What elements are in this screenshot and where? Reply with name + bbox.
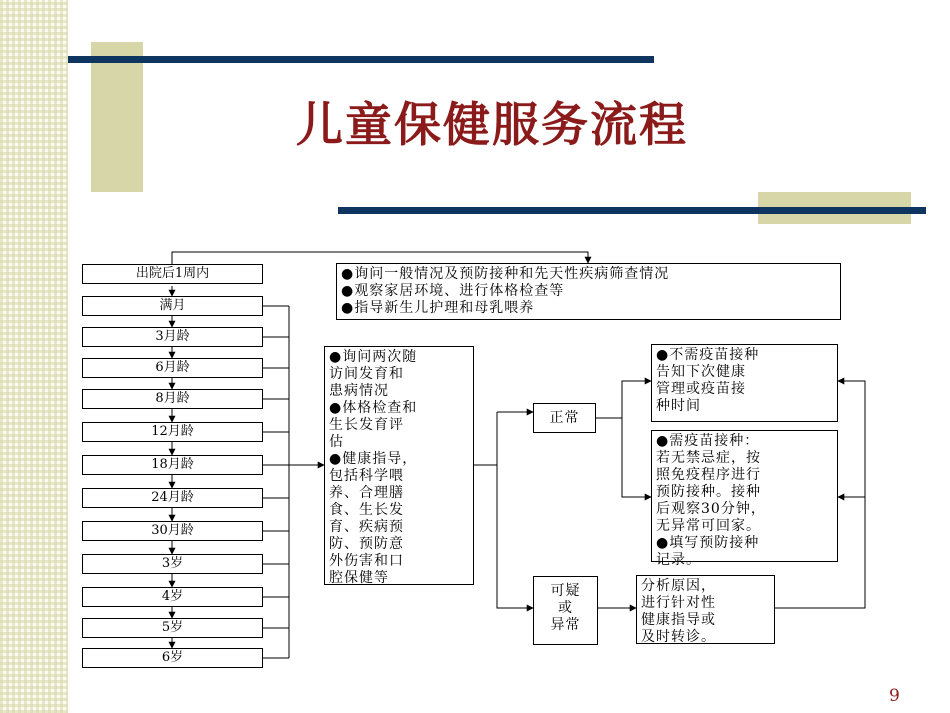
text-line: 照免疫程序进行 (656, 467, 761, 483)
text-line: ●观察家居环境、进行体格检查等 (341, 283, 565, 299)
text-line: ●指导新生儿护理和母乳喂养 (341, 300, 535, 316)
text-line: 外伤害和口 (329, 553, 404, 569)
analysis-box (636, 575, 775, 644)
age-box: 30月龄 (82, 521, 263, 541)
age-box: 18月龄 (82, 455, 263, 475)
age-box: 出院后1周内 (82, 264, 263, 284)
normal-label: 正常 (549, 410, 580, 426)
text-line: 或 (558, 600, 573, 616)
text-line: 若无禁忌症，按 (656, 450, 761, 466)
age-box: 24月龄 (82, 488, 263, 508)
text-line: 异常 (550, 617, 581, 633)
text-line: 健康指导或 (641, 612, 716, 628)
text-line: 告知下次健康 (656, 364, 746, 380)
vaccine-box (651, 430, 838, 568)
age-box: 3月龄 (82, 327, 263, 347)
text-line: 包括科学喂 (329, 468, 404, 484)
text-line: 可疑 (550, 583, 581, 599)
text-line: ●询问一般情况及预防接种和先天性疾病筛查情况 (341, 266, 670, 282)
text-line: 估 (329, 434, 344, 450)
text-line: 及时转诊。 (641, 629, 716, 645)
text-line: 记录。 (656, 552, 701, 568)
text-line: 育、疾病预 (329, 519, 404, 535)
text-line: 后观察30分钟， (656, 501, 766, 517)
text-line: 养、合理膳 (329, 485, 404, 501)
text-line: 生长发育评 (329, 417, 404, 433)
no-vaccine-box (651, 344, 838, 422)
text-line: 分析原因， (641, 578, 716, 594)
checkup-content-box (324, 346, 474, 585)
age-box: 6月龄 (82, 358, 263, 378)
abnormal-result-box (533, 576, 598, 645)
text-line: ●体格检查和 (329, 400, 418, 416)
text-line: ●填写预防接种 (656, 535, 760, 551)
text-line: 种时间 (656, 398, 701, 414)
text-line: 进行针对性 (641, 595, 716, 611)
age-box: 4岁 (82, 587, 263, 607)
newborn-visit-box (336, 263, 841, 320)
text-line: 无异常可回家。 (656, 518, 761, 534)
age-box: 3岁 (82, 554, 263, 574)
text-line: ●询问两次随 (329, 349, 418, 365)
age-box: 12月龄 (82, 422, 263, 442)
page-number: 9 (889, 686, 900, 706)
text-line: ●需疫苗接种： (656, 433, 760, 449)
normal-result-box (533, 403, 596, 433)
text-line: 预防接种。接种 (656, 484, 761, 500)
text-line: 腔保健等 (329, 570, 389, 586)
age-box: 8月龄 (82, 389, 263, 409)
text-line: 管理或疫苗接 (656, 381, 746, 397)
page-title: 儿童保健服务流程 (296, 98, 688, 153)
text-line: ●不需疫苗接种 (656, 347, 760, 363)
text-line: 患病情况 (329, 383, 389, 399)
text-line: 访间发育和 (329, 366, 404, 382)
text-line: ●健康指导， (329, 451, 418, 467)
age-box: 6岁 (82, 648, 263, 668)
text-line: 食、生长发 (329, 502, 404, 518)
text-line: 防、预防意 (329, 536, 404, 552)
age-box: 5岁 (82, 618, 263, 638)
age-box: 满月 (82, 296, 263, 316)
